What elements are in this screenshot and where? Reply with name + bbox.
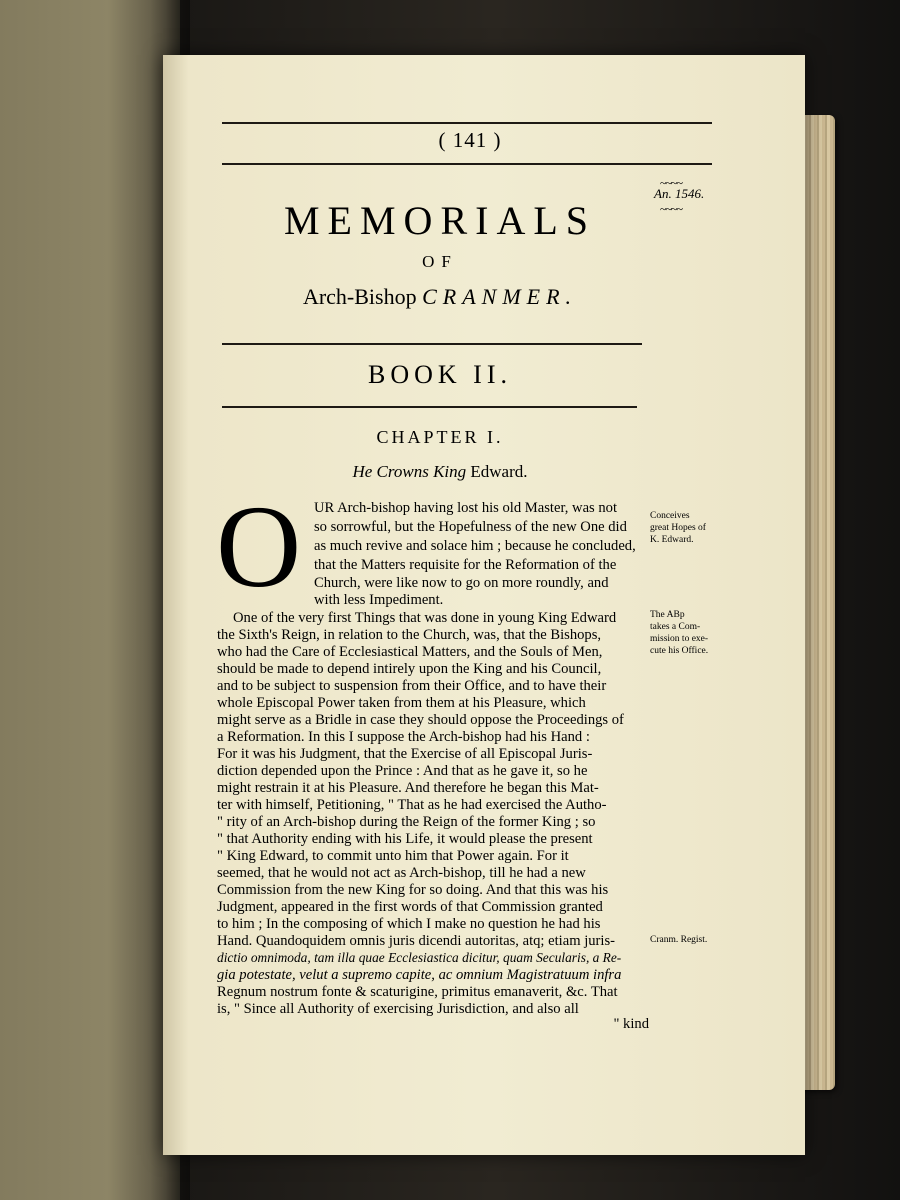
body-line: Judgment, appeared in the first words of that Commission granted [217,899,603,915]
chapter-heading: CHAPTER I. [376,427,504,447]
body-line: who had the Care of Ecclesiastical Matters, and the Souls of Men, [217,644,603,660]
subtitle-prefix: Arch-Bishop [302,284,417,309]
body-line: might restrain it at his Pleasure. And therefore he began this Mat- [217,780,599,796]
body-line: as much revive and solace him ; because he concluded, [314,538,636,554]
body-line: " that Authority ending with his Life, it would please the present [217,831,593,847]
body-line: One of the very first Things that was done in young King Edward [233,610,617,626]
body-line: UR Arch-bishop having lost his old Master, was not [314,500,618,516]
body-line: " King Edward, to commit unto him that Power again. For it [217,848,569,864]
body-line: " rity of an Arch-bishop during the Reign of the former King ; so [217,814,596,830]
body-line: with less Impediment. [314,592,444,608]
body-line: seemed, that he would not act as Arch-bishop, till he had a new [217,865,586,881]
chapter-subheading-italic: He Crowns King [352,462,467,481]
margin-note: Conceives [650,511,690,521]
body-line: to him ; In the composing of which I make no question he had his [217,916,601,932]
body-line: that the Matters requisite for the Reformation of the [314,557,617,573]
body-line: diction depended upon the Prince : And that as he gave it, so he [217,763,588,779]
margin-note: great Hopes of [650,523,706,533]
book-rule-top [222,343,642,345]
page-title: MEMORIALS [283,198,597,243]
margin-note: The ABp [650,610,685,620]
year-ornament-bottom: ~~~~ [660,202,682,216]
margin-note: cute his Office. [650,646,709,656]
body-line: Commission from the new King for so doing. And that this was his [217,882,609,898]
margin-note: mission to exe- [650,634,709,644]
title-of: OF [422,252,458,271]
book-rule-bottom [222,406,637,408]
body-line: a Reformation. In this I suppose the Arch-bishop had his Hand : [217,729,590,745]
top-rule [222,122,712,124]
header-rule [222,163,712,165]
subtitle-name: CRANMER. [422,284,578,309]
body-line: gia potestate, velut a supremo capite, ac omnium Magistratuum infra [217,967,622,983]
book-heading: BOOK II. [368,360,512,389]
body-line: ter with himself, Petitioning, " That as he had exercised the Autho- [217,797,607,813]
body-line: might serve as a Bridle in case they should oppose the Proceedings of [217,712,624,728]
year-note: An. 1546. [654,186,705,201]
margin-note: Cranm. Regist. [650,935,708,945]
subtitle [230,284,650,310]
body-line: the Sixth's Reign, in relation to the Church, was, that the Bishops, [217,627,602,643]
body-line: Regnum nostrum fonte & scaturigine, primitus emanaverit, &c. That [217,984,618,1000]
year-ornament-top: ~~~~ [660,176,682,190]
body-line: dictio omnimoda, tam illa quae Ecclesiastica dicitur, quam Secularis, a Re- [217,950,622,965]
margin-note: takes a Com- [650,622,701,632]
chapter-subheading-name: Edward. [470,462,528,481]
margin-note: K. Edward. [650,535,694,545]
body-line: and to be subject to suspension from their Office, and to have their [217,678,607,694]
drop-cap: O [216,481,302,612]
body-line: whole Episcopal Power taken from them at his Pleasure, which [217,695,586,711]
chapter-subheading [230,462,650,482]
body-line: is, " Since all Authority of exercising Jurisdiction, and also all [217,1001,579,1017]
catchword: " kind [613,1016,649,1032]
body-line: For it was his Judgment, that the Exercise of all Episcopal Juris- [217,746,593,762]
body-line: Hand. Quandoquidem omnis juris dicendi autoritas, atq; etiam juris- [217,933,616,949]
body-line: Church, were like now to go on more roundly, and [314,575,609,591]
body-line: should be made to depend intirely upon the King and his Council, [217,661,602,677]
page-number: ( 141 ) [438,128,502,152]
body-line: so sorrowful, but the Hopefulness of the new One did [314,519,627,535]
